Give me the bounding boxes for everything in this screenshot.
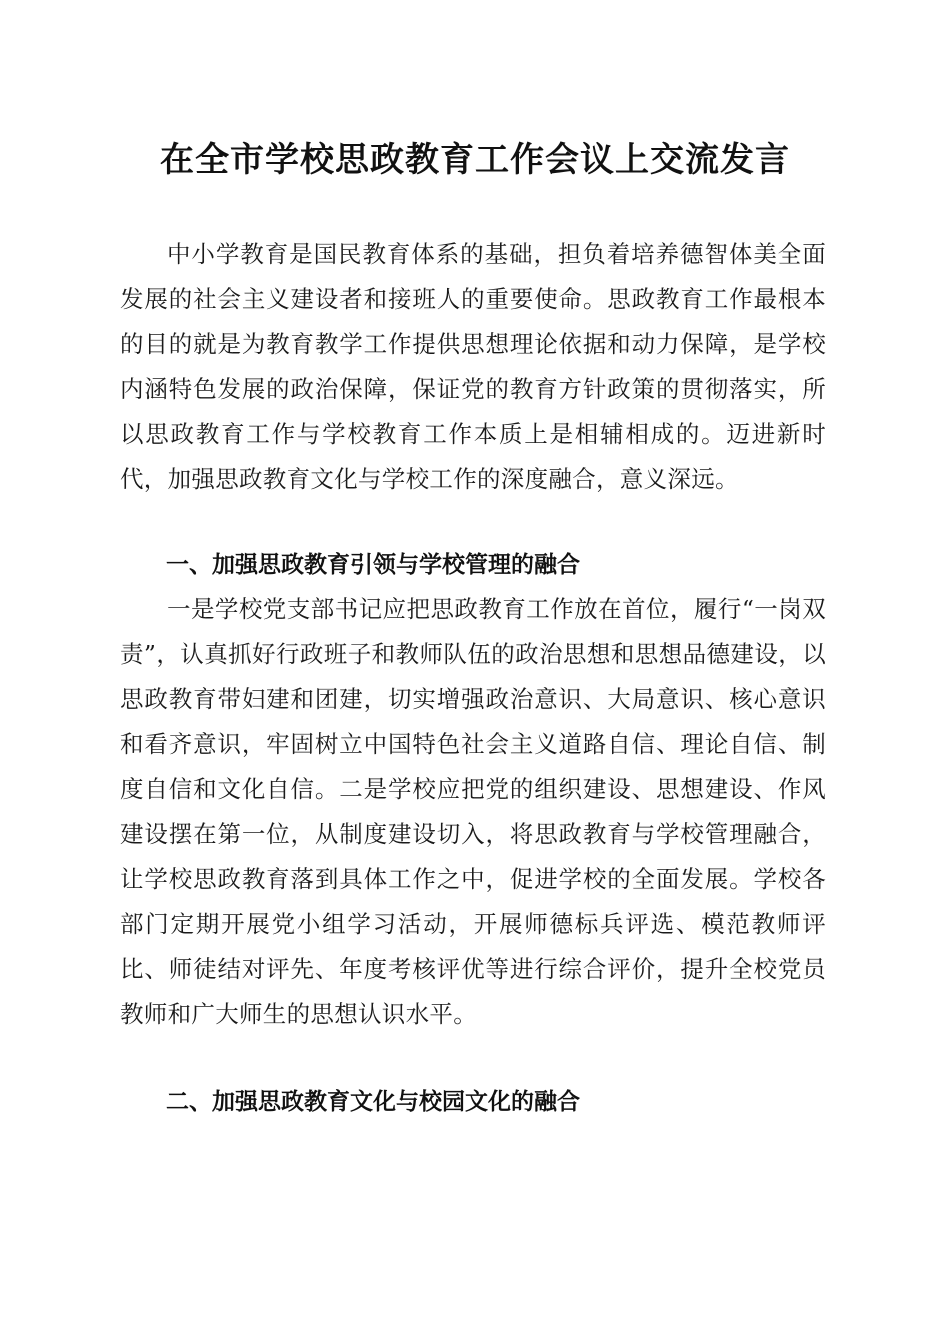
document-title: 在全市学校思政教育工作会议上交流发言 [160,140,790,180]
section-1-paragraph: 一是学校党支部书记应把思政教育工作放在首位，履行“一岗双责”，认真抓好行政班子和教师队伍的政治思想和思想品德建设，以思政教育带妇建和团建，切实增强政治意识、大局意识、核心意识和看齐意识，牢固树立中国特色社会主义道路自信、理论自信、制度自信和文化自信。二是学校应把党的组织建设、思想建设、作风建设摆在第一位，从制度建设切入，将思政教育与学校管理融合，让学校思政教育落到具体工作之中，促进学校的全面发展。学校各部门定期开展党小组学习活动，开展师德标兵评选、模范教师评比、师徒结对评先、年度考核评优等进行综合评价，提升全校党员教师和广大师生的思想认识水平。 [120,595,826,1028]
section-heading-2: 二、加强思政教育文化与校园文化的融合 [166,1089,580,1115]
intro-paragraph: 中小学教育是国民教育体系的基础，担负着培养德智体美全面发展的社会主义建设者和接班人的重要使命。思政教育工作最根本的目的就是为教育教学工作提供思想理论依据和动力保障，是学校内涵特色发展的政治保障，保证党的教育方针政策的贯彻落实，所以思政教育工作与学校教育工作本质上是相辅相成的。迈进新时代，加强思政教育文化与学校工作的深度融合，意义深远。 [120,240,826,493]
section-heading-1: 一、加强思政教育引领与学校管理的融合 [166,552,580,578]
